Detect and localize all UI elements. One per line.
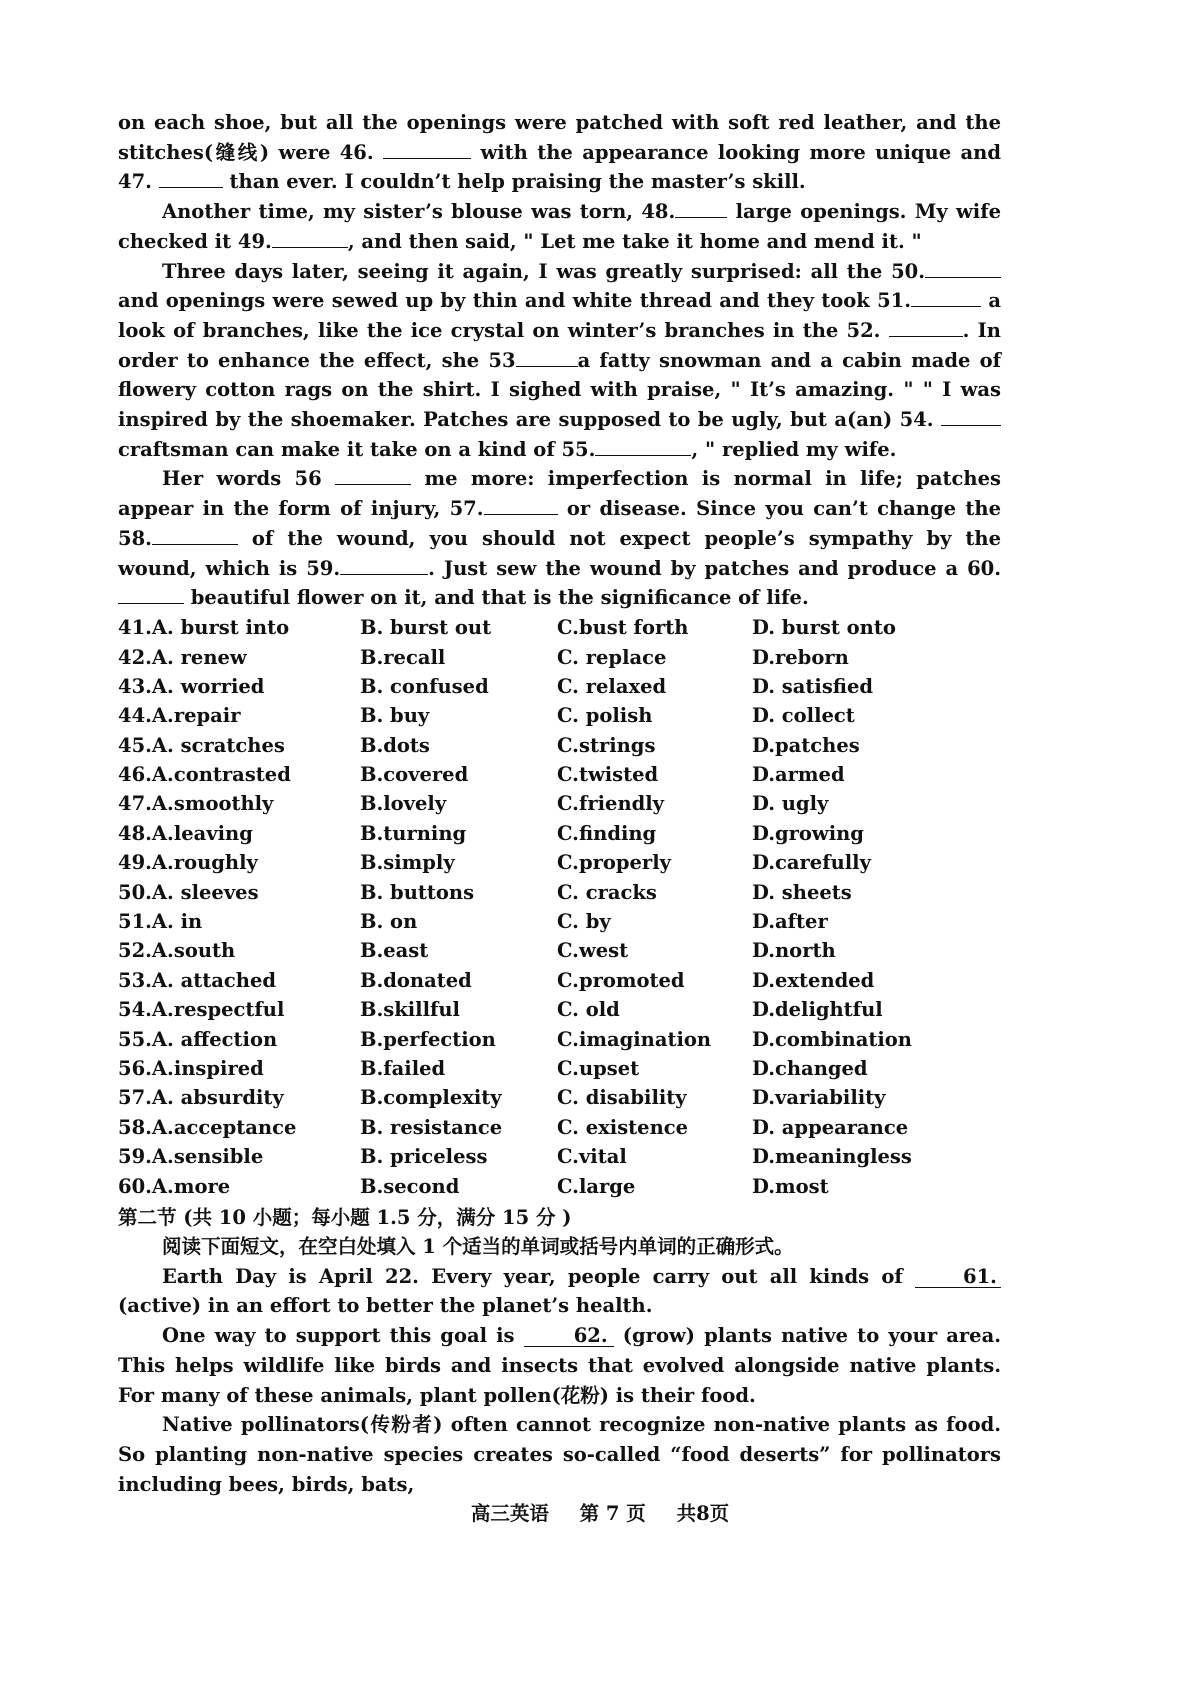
option-row <box>118 642 1001 671</box>
option-row <box>118 731 1001 760</box>
section-instruction: 阅读下面短文，在空白处填入 1 个适当的单词或括号内单词的正确形式。 <box>162 1234 794 1258</box>
option-row <box>118 701 1001 730</box>
option-choice: B.lovely <box>360 792 447 816</box>
option-choice: C. polish <box>557 704 653 728</box>
option-choice: 44.A.repair <box>118 704 241 728</box>
option-choice: B.complexity <box>360 1086 502 1110</box>
option-choice: D.most <box>752 1174 829 1198</box>
option-choice: 50.A. sleeves <box>118 880 259 904</box>
option-row <box>118 613 1001 642</box>
option-choice: B.donated <box>360 968 472 992</box>
option-choice: B.east <box>360 939 429 963</box>
option-row <box>118 877 1001 906</box>
option-choice: 46.A.contrasted <box>118 763 291 787</box>
option-choice: C.west <box>557 939 629 963</box>
answer-blank[interactable] <box>159 169 223 188</box>
option-choice: C. old <box>557 998 620 1022</box>
option-choice: C. replace <box>557 645 667 669</box>
option-choice: D.north <box>752 939 836 963</box>
answer-blank[interactable] <box>889 318 963 337</box>
passage-paragraph: Three days later, seeing it again, I was greatly surprised: all the 50. and openings were sewed up by thin and white thread and they took 51. a look of branches, like the ice crystal on winter’s branches in the 52. . In order to enhance the effect, she 53 a fatty snowman and a cabin made of flowery cotton rags on the shirt. I sighed with praise, " It’s amazing. " " I was inspired by the shoemaker. Patches are supposed to be ugly, but a(an) 54. craftsman can make it take on a kind of 55. , " replied my wife. <box>118 259 1002 461</box>
option-choice: C.bust forth <box>557 616 689 640</box>
option-row <box>118 789 1001 818</box>
option-choice: B.dots <box>360 733 430 757</box>
option-row <box>118 1083 1001 1112</box>
option-choice: 41.A. burst into <box>118 616 290 640</box>
option-choice: C. relaxed <box>557 674 667 698</box>
option-choice: B.recall <box>360 645 446 669</box>
option-row <box>118 907 1001 936</box>
option-choice: C.friendly <box>557 792 664 816</box>
option-choice: D.meaningless <box>752 1145 912 1169</box>
option-choice: B. resistance <box>360 1115 503 1139</box>
passage-paragraph: on each shoe, but all the openings were patched with soft red leather, and the stitches(缝线) were 46. with the appearance looking more unique and 47. than ever. I couldn’t help praising the master’s skill. <box>118 111 1001 194</box>
option-row <box>118 848 1001 877</box>
option-choice: 58.A.acceptance <box>118 1115 297 1139</box>
answer-blank[interactable] <box>925 259 1001 278</box>
option-choice: C.vital <box>557 1145 627 1169</box>
answer-blank[interactable] <box>675 199 727 218</box>
option-choice: C.finding <box>557 821 657 845</box>
option-choice: C. existence <box>557 1115 689 1139</box>
option-choice: C.properly <box>557 851 671 875</box>
answer-blank[interactable] <box>941 407 1001 426</box>
footer-total: 共8页 <box>676 1502 730 1525</box>
option-choice: 54.A.respectful <box>118 998 285 1022</box>
option-choice: D.patches <box>752 733 860 757</box>
option-row <box>118 1171 1001 1200</box>
option-choice: D.variability <box>752 1086 886 1110</box>
option-choice: D.extended <box>752 968 875 992</box>
option-row <box>118 1113 1001 1142</box>
passage-paragraph: Her words 56 me more: imperfection is normal in life; patches appear in the form of injury, 57. or disease. Since you can’t change the 58. of the wound, you should not expect people’s sympathy by the wound, which is 59. . Just sew the wound by patches and produce a 60. beautiful flower on it, and that is the significance of life. <box>118 467 1001 610</box>
option-choice: 47.A.smoothly <box>118 792 274 816</box>
option-choice: B. priceless <box>360 1145 488 1169</box>
answer-blank-61[interactable]: 61. <box>915 1267 1001 1288</box>
option-choice: C. disability <box>557 1086 687 1110</box>
option-choice: 55.A. affection <box>118 1027 278 1051</box>
option-choice: 52.A.south <box>118 939 236 963</box>
answer-blank[interactable] <box>152 526 238 545</box>
option-choice: D. appearance <box>752 1115 909 1139</box>
option-choice: D. collect <box>752 704 855 728</box>
option-choice: 51.A. in <box>118 910 203 934</box>
option-choice: B.failed <box>360 1057 446 1080</box>
option-choice: C.upset <box>557 1057 640 1080</box>
option-choice: B. buttons <box>360 880 475 904</box>
option-choice: D.changed <box>752 1057 868 1080</box>
option-choice: C.large <box>557 1174 636 1198</box>
option-choice: B. on <box>360 910 418 934</box>
option-choice: B. confused <box>360 674 489 698</box>
option-choice: D. ugly <box>752 792 829 816</box>
option-choice: 42.A. renew <box>118 645 247 669</box>
option-choice: B. burst out <box>360 616 492 640</box>
answer-blank[interactable] <box>516 348 578 367</box>
option-row <box>118 1142 1001 1171</box>
option-choice: B.turning <box>360 821 467 845</box>
answer-blank-62[interactable]: 62. <box>524 1326 614 1347</box>
option-choice: D.armed <box>752 763 845 787</box>
option-choice: B. buy <box>360 704 430 728</box>
exam-page <box>118 108 1001 1499</box>
grammar-paragraph-2: One way to support this goal is 62. (grow) plants native to your area. This helps wildlife like birds and insects that evolved alongside native plants. For many of these animals, plant pollen(花粉) is their food. <box>118 1324 1002 1407</box>
option-choice: D. burst onto <box>752 616 896 640</box>
option-row <box>118 936 1001 965</box>
option-choice: 48.A.leaving <box>118 821 253 845</box>
option-choice: B.simply <box>360 851 455 875</box>
option-choice: B.second <box>360 1174 460 1198</box>
passage-paragraph: Another time, my sister’s blouse was torn, 48. large openings. My wife checked it 49. , and then said, " Let me take it home and mend it. " <box>118 200 1001 253</box>
option-choice: 60.A.more <box>118 1174 231 1198</box>
section-title: 第二节 (共 10 小题；每小题 1.5 分，满分 15 分 ) <box>118 1205 572 1229</box>
option-choice: 43.A. worried <box>118 674 265 698</box>
options-list <box>118 613 1001 1201</box>
option-choice: B.perfection <box>360 1027 496 1051</box>
option-choice: C. by <box>557 910 611 934</box>
option-choice: D.after <box>752 910 828 934</box>
option-row <box>118 760 1001 789</box>
answer-blank[interactable] <box>335 466 411 485</box>
option-choice: 57.A. absurdity <box>118 1086 284 1110</box>
answer-blank[interactable] <box>272 229 348 248</box>
option-choice: B.skillful <box>360 998 460 1022</box>
option-row <box>118 966 1001 995</box>
footer-page: 第 7 页 <box>579 1502 646 1525</box>
option-choice: 49.A.roughly <box>118 851 258 875</box>
option-choice: C. cracks <box>557 880 657 904</box>
option-row <box>118 1054 1001 1083</box>
option-choice: D. sheets <box>752 880 852 904</box>
answer-blank[interactable] <box>911 288 981 307</box>
option-choice: 45.A. scratches <box>118 733 285 757</box>
option-choice: 53.A. attached <box>118 968 277 992</box>
answer-blank[interactable] <box>484 496 558 515</box>
answer-blank[interactable] <box>118 585 184 604</box>
option-choice: C.promoted <box>557 968 685 992</box>
option-choice: C.twisted <box>557 763 659 787</box>
option-choice: C.imagination <box>557 1027 712 1051</box>
option-choice: 59.A.sensible <box>118 1145 264 1169</box>
option-choice: D.growing <box>752 821 864 845</box>
option-row <box>118 819 1001 848</box>
option-choice: D.carefully <box>752 851 871 875</box>
option-row <box>118 1024 1001 1053</box>
option-choice: D. satisfied <box>752 674 874 698</box>
option-choice: B.covered <box>360 763 469 787</box>
grammar-paragraph-3: Native pollinators(传粉者) often cannot recognize non-native plants as food. So planting non-native species creates so-called “food deserts” for pollinators including bees, birds, bats, <box>118 1413 1001 1496</box>
option-choice: D.delightful <box>752 998 883 1022</box>
option-choice: 56.A.inspired <box>118 1057 264 1080</box>
option-row <box>118 995 1001 1024</box>
cloze-passage <box>118 108 1001 613</box>
grammar-paragraph-1: Earth Day is April 22. Every year, people carry out all kinds of 61.(active) in an effort to better the planet’s health. <box>118 1262 1001 1321</box>
answer-blank[interactable] <box>595 437 691 456</box>
option-choice: C.strings <box>557 733 656 757</box>
option-choice: D.combination <box>752 1027 912 1051</box>
answer-blank[interactable] <box>383 140 471 159</box>
page-footer <box>0 1498 1200 1526</box>
footer-subject: 高三英语 <box>470 1502 549 1525</box>
option-row <box>118 672 1001 701</box>
answer-blank[interactable] <box>340 556 428 575</box>
option-choice: D.reborn <box>752 645 849 669</box>
